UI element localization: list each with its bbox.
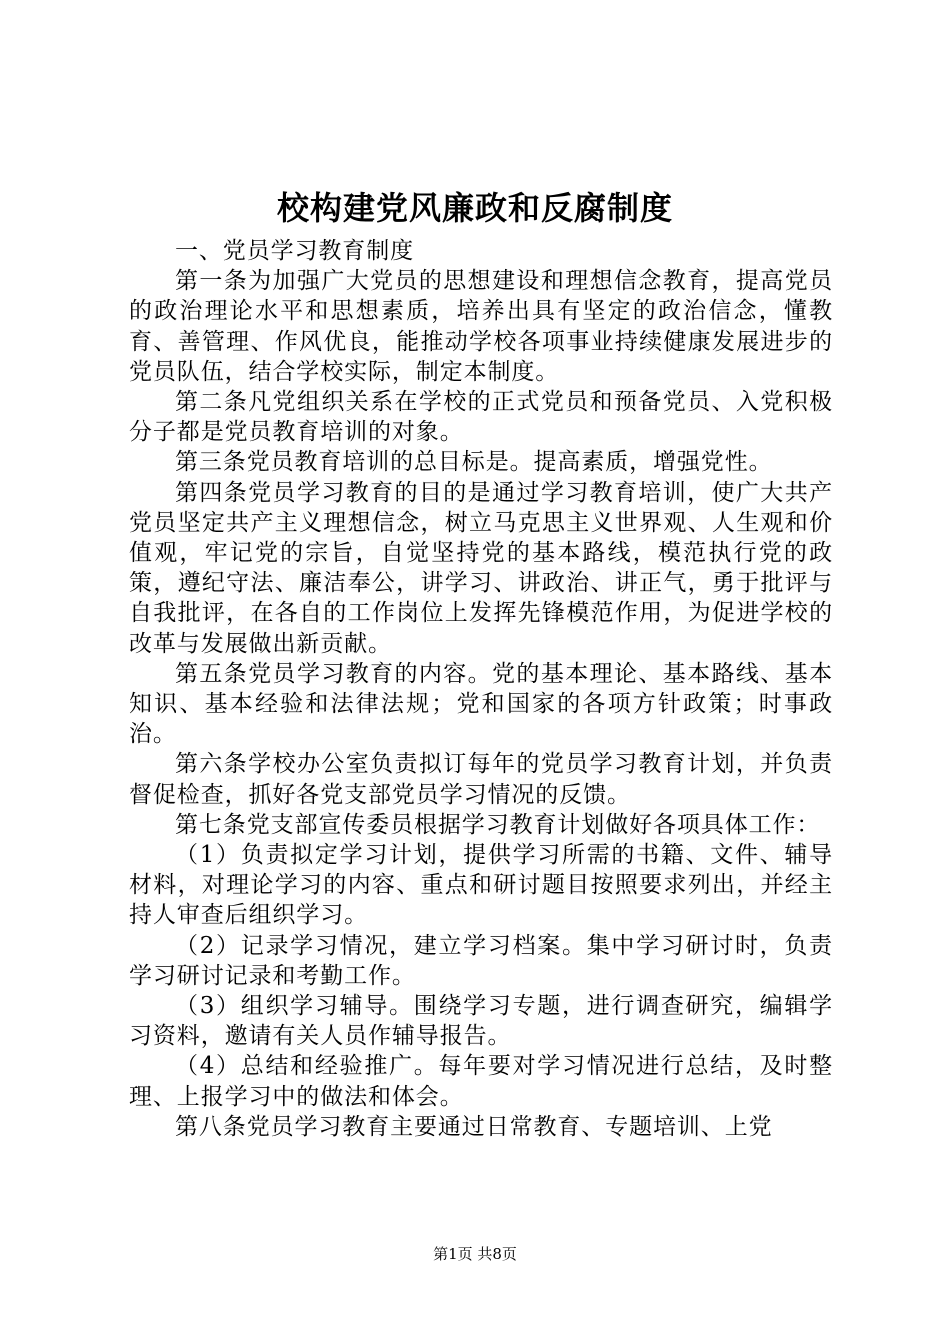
document-body [129, 236, 833, 1142]
page-number: 第1页 共8页 [433, 1245, 517, 1263]
list-item: （4）总结和经验推广。每年要对学习情况进行总结，及时整理、上报学习中的做法和体会。 [129, 1053, 833, 1110]
paragraph: 第三条党员教育培训的总目标是。提高素质，增强党性。 [175, 449, 773, 476]
paragraph: 第五条党员学习教育的内容。党的基本理论、基本路线、基本知识、基本经验和法律法规；党和国家的各项方针政策；时事政治。 [129, 660, 833, 748]
paragraph: 第二条凡党组织关系在学校的正式党员和预备党员、入党积极分子都是党员教育培训的对象。 [129, 389, 833, 446]
paragraph: 第六条学校办公室负责拟订每年的党员学习教育计划，并负责督促检查，抓好各党支部党员学习情况的反馈。 [129, 751, 833, 808]
list-item: （3）组织学习辅导。围绕学习专题，进行调查研究，编辑学习资料，邀请有关人员作辅导报告。 [129, 993, 833, 1050]
paragraph: 第四条党员学习教育的目的是通过学习教育培训，使广大共产党员坚定共产主义理想信念，树立马克思主义世界观、人生观和价值观，牢记党的宗旨，自觉坚持党的基本路线，模范执行党的政策，遵纪守法、廉洁奉公，讲学习、讲政治、讲正气，勇于批评与自我批评，在各自的工作岗位上发挥先锋模范作用，为促进学校的改革与发展做出新贡献。 [129, 479, 833, 657]
list-item: （2）记录学习情况，建立学习档案。集中学习研讨时，负责学习研讨记录和考勤工作。 [129, 932, 833, 989]
paragraph: 第八条党员学习教育主要通过日常教育、专题培训、上党 [175, 1113, 773, 1140]
document-title: 校构建党风廉政和反腐制度 [276, 189, 673, 227]
paragraph: 第一条为加强广大党员的思想建设和理想信念教育，提高党员的政治理论水平和思想素质，培养出具有坚定的政治信念，懂教育、善管理、作风优良，能推动学校各项事业持续健康发展进步的党员队伍，结合学校实际，制定本制度。 [129, 268, 833, 385]
section-heading: 一、党员学习教育制度 [175, 238, 414, 264]
list-item: （1）负责拟定学习计划，提供学习所需的书籍、文件、辅导材料，对理论学习的内容、重点和研讨题目按照要求列出，并经主持人审查后组织学习。 [129, 842, 833, 929]
paragraph: 第七条党支部宣传委员根据学习教育计划做好各项具体工作： [175, 811, 821, 838]
